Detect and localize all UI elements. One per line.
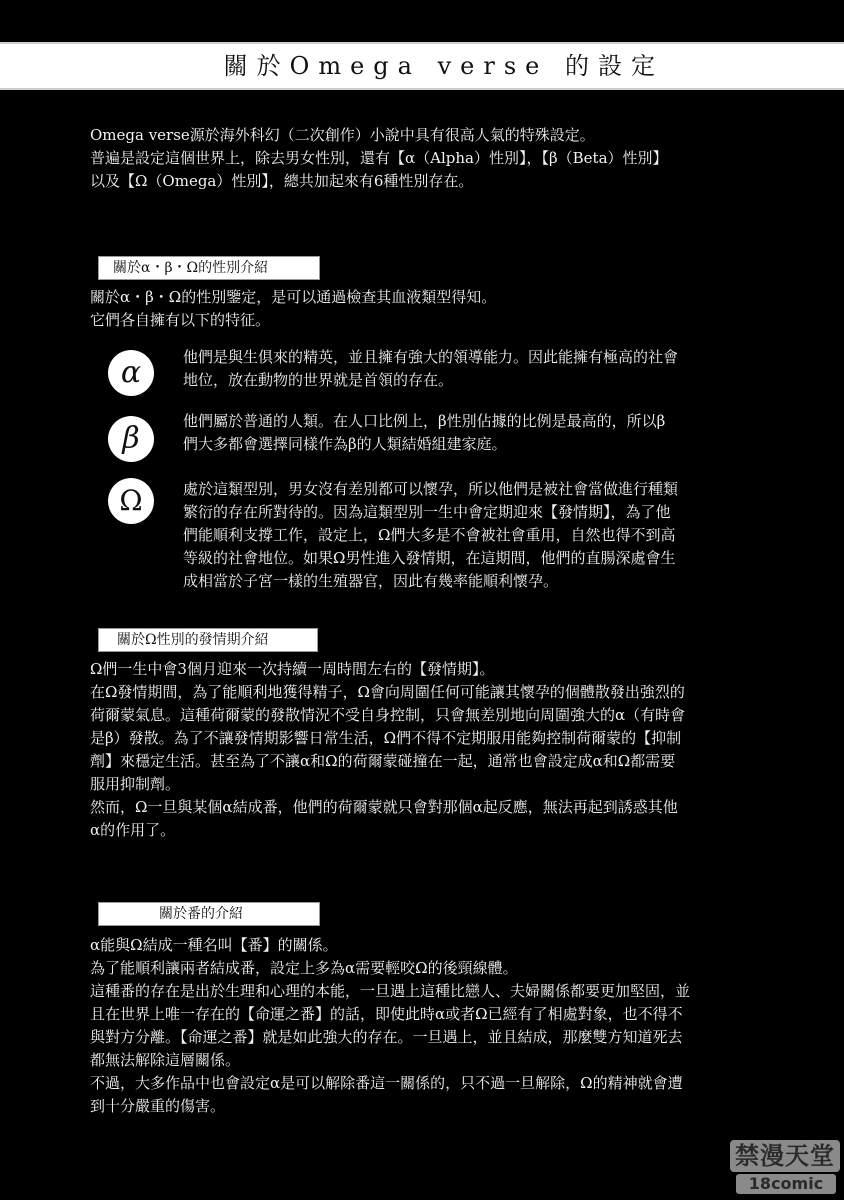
section-label-gender-intro: 關於α・β・Ω的性別介紹: [98, 256, 320, 280]
omega-description: [183, 478, 743, 593]
intro-line: Omega verse源於海外科幻（二次創作）小說中具有很高人氣的特殊設定。: [90, 126, 595, 144]
watermark-text-top: 禁漫天堂: [730, 1140, 840, 1172]
omega-icon: Ω: [108, 478, 154, 524]
paragraph-line: 劑】來穩定生活。甚至為了不讓α和Ω的荷爾蒙碰撞在一起，通常也會設定成α和Ω都需要: [90, 752, 676, 770]
beta-icon: β: [108, 416, 154, 462]
description-line: 成相當於子宮一樣的生殖器官，因此有幾率能順利懷孕。: [183, 572, 559, 590]
description-line: 們大多都會選擇同樣作為β的人類結婚組建家庭。: [183, 435, 507, 453]
paragraph-line: 它們各自擁有以下的特征。: [90, 311, 271, 329]
paragraph-line: 都無法解除這層關係。: [90, 1051, 241, 1069]
paragraph-line: 關於α・β・Ω的性別鑒定，是可以通過檢查其血液類型得知。: [90, 288, 497, 306]
heat-period-paragraph: [90, 658, 755, 842]
bond-paragraph: [90, 934, 755, 1118]
paragraph-line: 不過，大多作品中也會設定α是可以解除番這一關係的，只不過一旦解除，Ω的精神就會遭: [90, 1074, 683, 1092]
gender-intro-paragraph: [90, 286, 755, 332]
description-line: 地位，放在動物的世界就是首領的存在。: [183, 371, 454, 389]
description-line: 繁衍的存在所對待的。因為這類型別一生中會定期迎來【發情期】，為了他: [183, 503, 671, 521]
description-line: 處於這類型別，男女沒有差別都可以懷孕，所以他們是被社會當做進行種類: [183, 480, 679, 498]
paragraph-line: 服用抑制劑。: [90, 775, 181, 793]
paragraph-line: Ω們一生中會3個月迎來一次持續一周時間左右的【發情期】。: [90, 660, 495, 678]
paragraph-line: 在Ω發情期間，為了能順利地獲得精子，Ω會向周圍任何可能讓其懷孕的個體散發出強烈的: [90, 683, 685, 701]
section-label-bond: 關於番的介紹: [98, 902, 320, 926]
paragraph-line: 然而，Ω一旦與某個α結成番，他們的荷爾蒙就只會對那個α起反應，無法再起到誘惑其他: [90, 798, 678, 816]
intro-line: 以及【Ω（Omega）性別】，總共加起來有6種性別存在。: [90, 172, 474, 190]
description-line: 等級的社會地位。如果Ω男性進入發情期，在這期間，他們的直腸深處會生: [183, 549, 676, 567]
alpha-icon: α: [108, 350, 154, 396]
alpha-description: [183, 346, 743, 392]
intro-paragraph: [90, 124, 750, 193]
intro-line: 普遍是設定這個世界上，除去男女性別，還有【α（Alpha）性別】，【β（Beta）性別】: [90, 149, 668, 167]
paragraph-line: 這種番的存在是出於生理和心理的本能，一旦遇上這種比戀人、夫婦關係都要更加堅固，並: [90, 982, 691, 1000]
description-line: 他們屬於普通的人類。在人口比例上，β性別佔據的比例是最高的，所以β: [183, 412, 666, 430]
title-bar: [0, 42, 844, 90]
paragraph-line: α的作用了。: [90, 821, 176, 839]
watermark-text-bottom: 18comic: [736, 1174, 836, 1194]
paragraph-line: 與對方分離。【命運之番】就是如此強大的存在。一旦遇上，並且結成，那麼雙方知道死去: [90, 1028, 683, 1046]
paragraph-line: 且在世界上唯一存在的【命運之番】的話，即使此時α或者Ω已經有了相處對象，也不得不: [90, 1005, 683, 1023]
description-line: 們能順利支撐工作，設定上，Ω們大多是不會被社會重用，自然也得不到高: [183, 526, 676, 544]
paragraph-line: 是β）發散。為了不讓發情期影響日常生活，Ω們不得不定期服用能夠控制荷爾蒙的【抑制: [90, 729, 682, 747]
section-label-heat-period: 關於Ω性別的發情期介紹: [98, 628, 318, 652]
paragraph-line: 為了能順利讓兩者結成番，設定上多為α需要輕咬Ω的後頸線體。: [90, 959, 518, 977]
page-title: 關於Omega verse 的設定: [223, 52, 664, 80]
paragraph-line: 到十分嚴重的傷害。: [90, 1097, 226, 1115]
description-line: 他們是與生俱來的精英，並且擁有強大的領導能力。因此能擁有極高的社會: [183, 348, 679, 366]
watermark-logo: [730, 1140, 840, 1196]
beta-description: [183, 410, 743, 456]
paragraph-line: 荷爾蒙氣息。這種荷爾蒙的發散情況不受自身控制，只會無差別地向周圍強大的α（有時會: [90, 706, 686, 724]
paragraph-line: α能與Ω結成一種名叫【番】的關係。: [90, 936, 338, 954]
